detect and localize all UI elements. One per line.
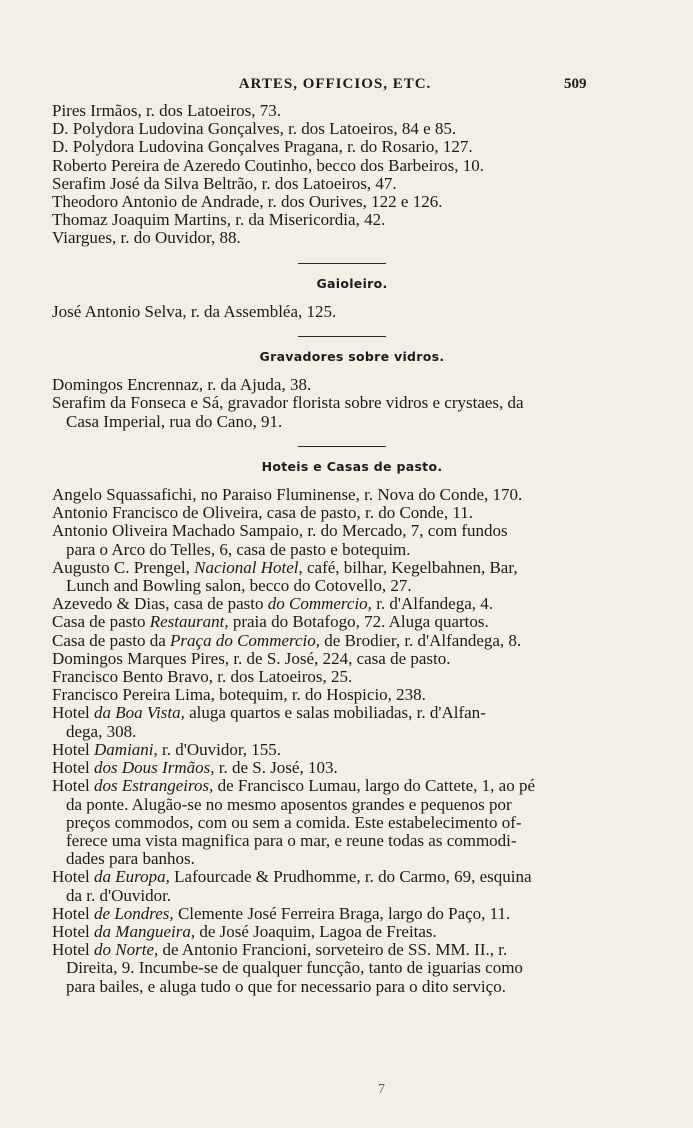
entry-continuation: Casa Imperial, rua do Cano, 91. [66,411,283,431]
entry-text: Hotel [52,776,95,796]
entry-text: Hotel [52,867,95,887]
entry-text: aluga quartos e salas mobiliadas, r. d'Alfan- [184,703,486,723]
entry-text: de Francisco Lumau, largo do Cattete, 1, ao pé [213,776,536,796]
list-item [52,868,632,904]
entry-text: Hotel [52,940,95,960]
list-item [52,941,632,996]
list-item: Francisco Pereira Lima, botequim, r. do Hospicio, 238. [52,685,426,705]
entry-text: r. de S. José, 103. [214,758,338,778]
entry-italic: dos Dous Irmãos, [94,758,215,778]
entry-text: de José Joaquim, Lagoa de Freitas. [195,921,437,941]
list-item [52,759,632,777]
list-item: Domingos Encrennaz, r. da Ajuda, 38. [52,375,312,395]
list-item: Roberto Pereira de Azeredo Coutinho, becco dos Barbeiros, 10. [52,155,484,175]
list-item: D. Polydora Ludovina Gonçalves Pragana, r. do Rosario, 127. [52,137,473,157]
section-title-gravadores: Gravadores sobre vidros. [259,349,445,365]
list-item [52,704,632,740]
page-content [52,102,632,996]
entry-continuation: para bailes, e aluga tudo o que for necessario para o dito serviço. [66,976,506,996]
entry-continuation: Lunch and Bowling salon, becco do Cotovello, 27. [66,576,412,596]
entry-italic: da Europa, [94,867,170,887]
entry-italic: da Mangueira, [94,921,196,941]
section-title-hoteis: Hoteis e Casas de pasto. [261,458,443,474]
list-item: Antonio Francisco de Oliveira, casa de pasto, r. do Conde, 11. [52,503,473,523]
section-divider [298,336,386,337]
entry-text: r. d'Ouvidor, 155. [157,739,282,759]
page-number: 509 [564,76,587,92]
list-item [52,905,632,923]
entry-line: Antonio Oliveira Machado Sampaio, r. do Mercado, 7, com fundos [52,521,508,541]
entry-italic: Damiani, [94,739,158,759]
entry-italic: da Boa Vista, [94,703,185,723]
entry-text: Hotel [52,739,95,759]
entry-text: Azevedo & Dias, casa de pasto [52,594,268,614]
list-item [52,613,632,631]
entry-continuation: da r. d'Ouvidor. [66,885,172,905]
entry-line: Serafim da Fonseca e Sá, gravador florista sobre vidros e crystaes, da [52,393,524,413]
list-item: D. Polydora Ludovina Gonçalves, r. dos Latoeiros, 84 e 85. [52,119,457,139]
list-item [52,777,632,868]
entry-continuation: dades para banhos. [66,849,195,869]
bottom-mark: 7 [378,1082,385,1097]
section-divider [298,446,386,447]
entry-text: de Antonio Francioni, sorveteiro de SS. MM. II., r. [158,940,508,960]
list-item: Angelo Squassafichi, no Paraiso Fluminense, r. Nova do Conde, 170. [52,485,523,505]
list-item: José Antonio Selva, r. da Assembléa, 125. [52,301,337,321]
list-item [52,595,632,613]
list-item [52,632,632,650]
entry-continuation: preços commodos, com ou sem a comida. Este estabelecimento of- [66,812,522,832]
entry-italic: do Commercio, [267,594,372,614]
entry-text: Lafourcade & Prudhomme, r. do Carmo, 69, esquina [169,867,532,887]
list-item: Francisco Bento Bravo, r. dos Latoeiros, 25. [52,667,353,687]
list-item: Theodoro Antonio de Andrade, r. dos Ourives, 122 e 126. [52,192,443,212]
entry-italic: Nacional Hotel, [194,557,303,577]
section-title-gaioleiro: Gaioleiro. [316,275,388,291]
entry-continuation: Direita, 9. Incumbe-se de qualquer funcção, tanto de iguarias como [66,958,523,978]
entry-continuation: ferece uma vista magnifica para o mar, e reune todas as commodi- [66,830,517,850]
entry-text: praia do Botafogo, 72. Aluga quartos. [228,612,489,632]
entry-text: r. d'Alfandega, 4. [371,594,494,614]
entry-text: Hotel [52,703,95,723]
entry-text: Clemente José Ferreira Braga, largo do Paço, 11. [173,903,511,923]
running-header: ARTES, OFFICIOS, ETC. [238,76,432,92]
list-item [52,923,632,941]
list-item: Serafim José da Silva Beltrão, r. dos Latoeiros, 47. [52,173,397,193]
list-item [52,741,632,759]
list-item [52,559,632,595]
list-item: Pires Irmãos, r. dos Latoeiros, 73. [52,101,281,120]
entry-text: café, bilhar, Kegelbahnen, Bar, [302,557,518,577]
top-list [52,102,632,248]
list-item: Viargues, r. do Ouvidor, 88. [52,228,241,248]
entry-text: Hotel [52,903,95,923]
entry-italic: Praça do Commercio, [170,630,321,650]
entry-continuation: para o Arco do Telles, 6, casa de pasto e botequim. [66,539,411,559]
list-item [52,394,632,430]
section-divider [298,263,386,264]
entry-text: Casa de pasto da [52,630,171,650]
entry-text: Hotel [52,921,95,941]
entry-text: Hotel [52,758,95,778]
entry-italic: Restaurant, [149,612,229,632]
entry-text: Casa de pasto [52,612,150,632]
entry-italic: do Norte, [94,940,159,960]
entry-continuation: da ponte. Alugão-se no mesmo aposentos grandes e pequenos por [66,794,512,814]
list-item: Domingos Marques Pires, r. de S. José, 224, casa de pasto. [52,648,451,668]
entry-italic: dos Estrangeiros, [94,776,214,796]
entry-italic: de Londres, [94,903,174,923]
entry-continuation: dega, 308. [66,721,137,741]
list-item: Thomaz Joaquim Martins, r. da Misericordia, 42. [52,210,386,230]
list-item [52,522,632,558]
entry-text: Augusto C. Prengel, [52,557,195,577]
entry-text: de Brodier, r. d'Alfandega, 8. [320,630,522,650]
